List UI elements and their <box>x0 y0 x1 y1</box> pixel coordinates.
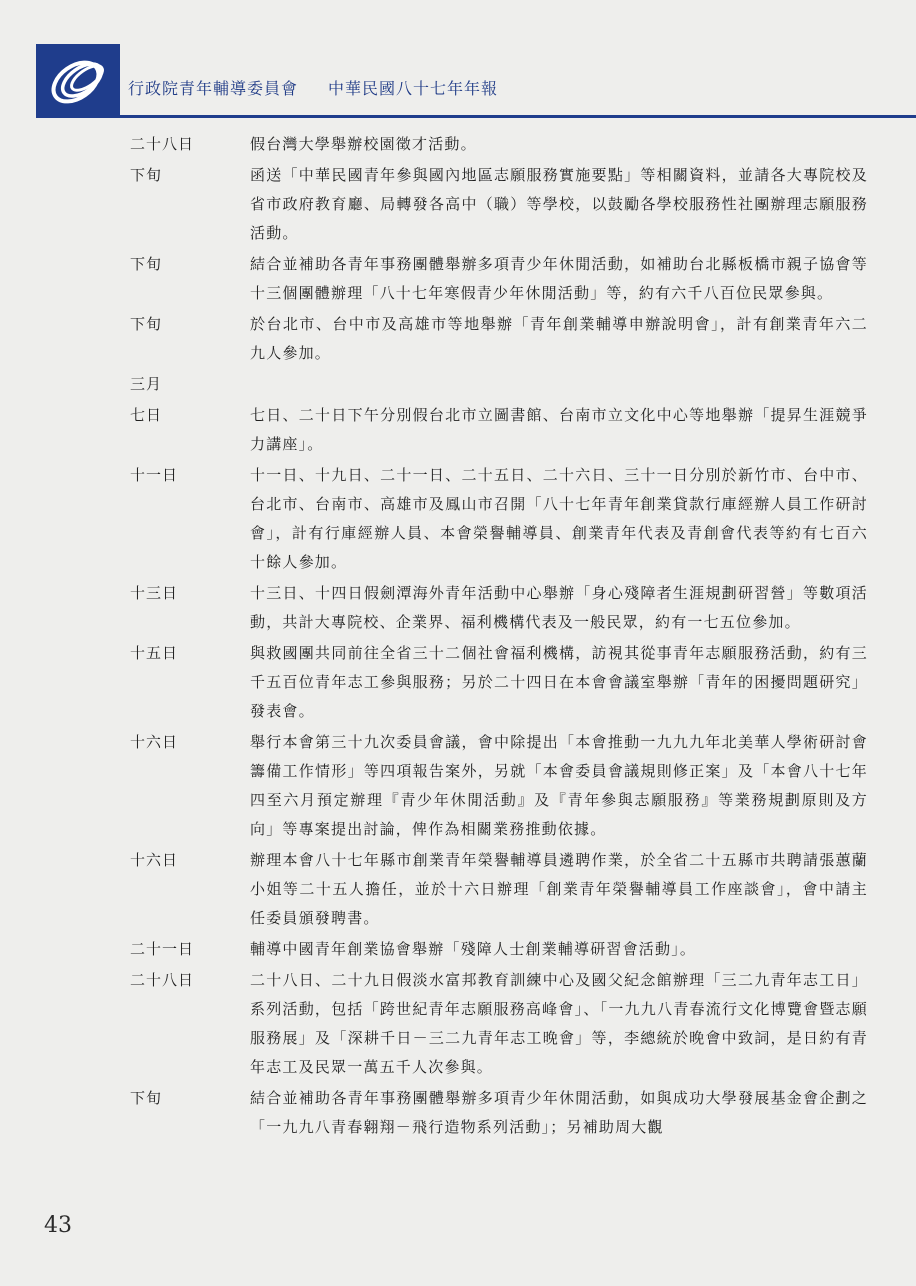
entry-date: 十六日 <box>130 851 179 869</box>
entry-text: 函送「中華民國青年參與國內地區志願服務實施要點」等相關資料，並請各大專院校及省市政府教育廳、局轉發各高中（職）等學校，以鼓勵各學校服務性社團辦理志願服務活動。 <box>250 166 868 242</box>
entry-item <box>0 728 916 844</box>
entry-text: 結合並補助各青年事務團體舉辦多項青少年休閒活動，如補助台北縣板橋市親子協會等十三個團體辦理「八十七年寒假青少年休閒活動」等，約有六千八百位民眾參與。 <box>250 255 868 302</box>
entry-date: 十五日 <box>130 644 179 662</box>
month-heading <box>0 370 916 399</box>
council-logo <box>36 44 120 118</box>
entry-text: 七日、二十日下午分別假台北市立圖書館、台南市立文化中心等地舉辦「提昇生涯競爭力講座」。 <box>250 406 868 453</box>
month-label: 三月 <box>130 375 163 393</box>
header-organization: 行政院青年輔導委員會 <box>128 79 299 98</box>
entry-item <box>0 846 916 933</box>
entry-text: 十三日、十四日假劍潭海外青年活動中心舉辦「身心殘障者生涯規劃研習營」等數項活動，共計大專院校、企業界、福利機構代表及一般民眾，約有一七五位參加。 <box>250 584 868 631</box>
header-divider <box>120 115 916 118</box>
entry-date: 下旬 <box>130 315 163 333</box>
entry-item <box>0 250 916 308</box>
entry-text <box>250 370 868 399</box>
entry-item <box>0 579 916 637</box>
entry-date: 下旬 <box>130 166 163 184</box>
entry-text: 十一日、十九日、二十一日、二十五日、二十六日、三十一日分別於新竹市、台中市、台北市、台南市、高雄市及鳳山市召開「八十七年青年創業貸款行庫經辦人員工作研討會」，計有行庫經辦人員、本會榮譽輔導員、創業青年代表及青創會代表等約有七百六十餘人參加。 <box>250 466 868 571</box>
entry-date: 二十八日 <box>130 971 195 989</box>
entry-date: 十一日 <box>130 466 179 484</box>
entry-text: 於台北市、台中市及高雄市等地舉辦「青年創業輔導申辦說明會」，計有創業青年六二九人參加。 <box>250 315 868 362</box>
entry-item <box>0 161 916 248</box>
entry-item <box>0 401 916 459</box>
entry-text: 結合並補助各青年事務團體舉辦多項青少年休閒活動，如與成功大學發展基金會企劃之「一九九八青春翱翔－飛行造物系列活動」；另補助周大觀 <box>250 1089 868 1136</box>
entry-text: 假台灣大學舉辦校園徵才活動。 <box>250 135 477 153</box>
entry-date: 十三日 <box>130 584 179 602</box>
logo-rings-icon <box>36 44 120 118</box>
entry-text: 辦理本會八十七年縣市創業青年榮譽輔導員遴聘作業，於全省二十五縣市共聘請張蕙蘭小姐等二十五人擔任，並於十六日辦理「創業青年榮譽輔導員工作座談會」，會中請主任委員頒發聘書。 <box>250 851 868 927</box>
entry-item <box>0 130 916 159</box>
chronicle-entries <box>0 130 916 1144</box>
running-header <box>128 76 498 99</box>
entry-text: 輔導中國青年創業協會舉辦「殘障人士創業輔導研習會活動」。 <box>250 940 697 958</box>
entry-item <box>0 1084 916 1142</box>
entry-date: 十六日 <box>130 733 179 751</box>
entry-item <box>0 935 916 964</box>
entry-date: 下旬 <box>130 255 163 273</box>
header-publication: 中華民國八十七年年報 <box>328 79 499 98</box>
entry-text: 舉行本會第三十九次委員會議，會中除提出「本會推動一九九九年北美華人學術研討會籌備工作情形」等四項報告案外，另就「本會委員會議規則修正案」及「本會八十七年四至六月預定辦理『青少年休閒活動』及『青年參與志願服務』等業務規劃原則及方向」等專案提出討論，俾作為相關業務推動依據。 <box>250 733 868 838</box>
entry-text: 與救國團共同前往全省三十二個社會福利機構，訪視其從事青年志願服務活動，約有三千五百位青年志工參與服務；另於二十四日在本會會議室舉辦「青年的困擾問題研究」發表會。 <box>250 644 868 720</box>
entry-text: 二十八日、二十九日假淡水富邦教育訓練中心及國父紀念館辦理「三二九青年志工日」系列活動，包括「跨世紀青年志願服務高峰會」、「一九九八青春流行文化博覽會暨志願服務展」及「深耕千日－三二九青年志工晚會」等，李總統於晚會中致詞，是日約有青年志工及民眾一萬五千人次參與。 <box>250 971 868 1076</box>
entry-item <box>0 310 916 368</box>
entry-item <box>0 461 916 577</box>
page-number: 43 <box>44 1213 72 1238</box>
entry-date: 七日 <box>130 406 163 424</box>
entry-item <box>0 966 916 1082</box>
entry-date: 下旬 <box>130 1089 163 1107</box>
entry-date: 二十八日 <box>130 135 195 153</box>
entry-item <box>0 639 916 726</box>
entry-date: 二十一日 <box>130 940 195 958</box>
